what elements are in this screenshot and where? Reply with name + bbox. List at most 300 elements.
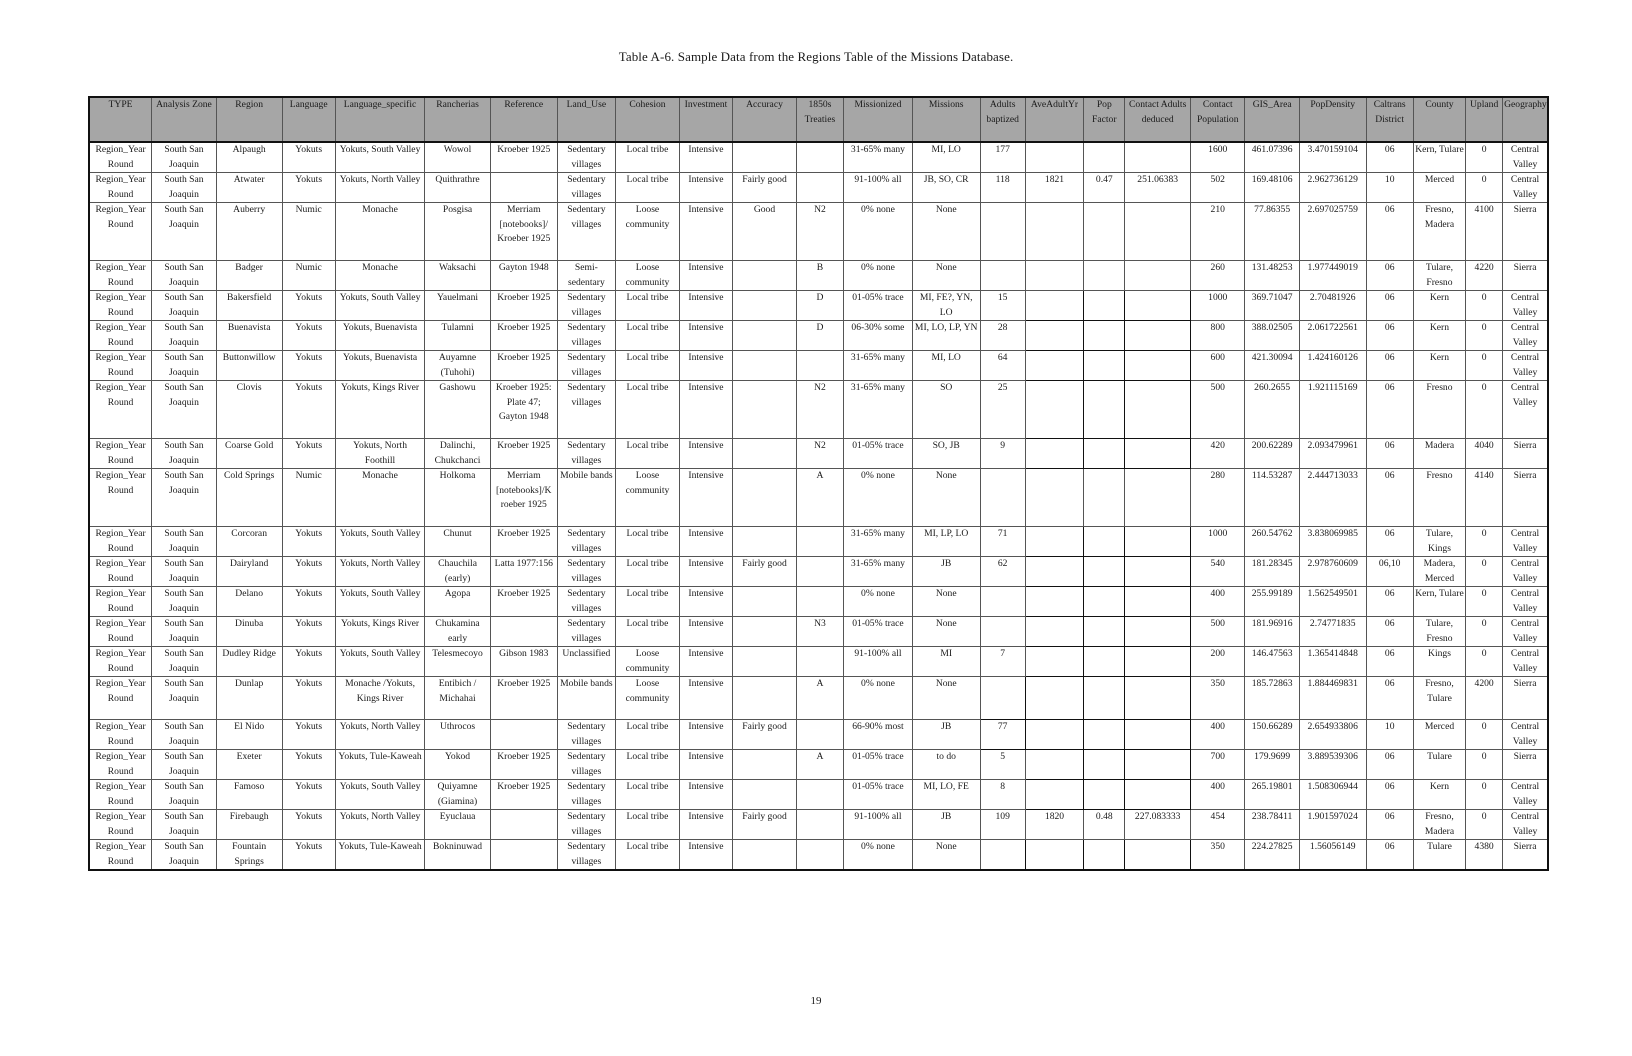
table-cell: 2.061722561 — [1299, 321, 1366, 351]
table-cell: A — [796, 469, 843, 527]
column-header: Language_specific — [335, 97, 424, 142]
table-cell: 0 — [1466, 750, 1503, 780]
table-cell: 10 — [1366, 720, 1413, 750]
table-cell: Yokuts — [282, 587, 335, 617]
column-header: Accuracy — [733, 97, 797, 142]
table-cell: 260.2655 — [1245, 381, 1299, 439]
table-cell: 800 — [1191, 321, 1245, 351]
table-cell: South San Joaquin — [152, 720, 217, 750]
table-cell: 2.654933806 — [1299, 720, 1366, 750]
table-cell — [1125, 469, 1191, 527]
table-cell: Loose community — [616, 261, 680, 291]
table-cell: South San Joaquin — [152, 261, 217, 291]
table-cell — [733, 780, 797, 810]
table-cell: 0% none — [844, 587, 913, 617]
table-cell: Sierra — [1503, 203, 1548, 261]
table-cell: Local tribe — [616, 381, 680, 439]
table-cell: Sedentary villages — [557, 617, 616, 647]
table-cell: Yokuts — [282, 351, 335, 381]
table-cell: Central Valley — [1503, 780, 1548, 810]
table-cell: MI, LO — [912, 142, 980, 173]
table-cell: Region_Year Round — [89, 677, 152, 720]
table-cell — [1125, 780, 1191, 810]
table-cell — [1025, 321, 1084, 351]
table-cell: South San Joaquin — [152, 677, 217, 720]
table-cell: Madera — [1413, 439, 1465, 469]
table-cell: Madera, Merced — [1413, 557, 1465, 587]
table-cell: Entibich / Michahai — [425, 677, 491, 720]
table-cell: Intensive — [679, 351, 732, 381]
table-cell: 06 — [1366, 527, 1413, 557]
table-cell — [1025, 677, 1084, 720]
table-cell: D — [796, 321, 843, 351]
table-cell: None — [912, 203, 980, 261]
table-cell: Loose community — [616, 677, 680, 720]
table-cell: Sedentary villages — [557, 720, 616, 750]
table-cell: 185.72863 — [1245, 677, 1299, 720]
table-cell: Yokuts — [282, 647, 335, 677]
table-cell — [980, 469, 1025, 527]
table-cell: 421.30094 — [1245, 351, 1299, 381]
table-cell: South San Joaquin — [152, 469, 217, 527]
table-cell: Yokuts, South Valley — [335, 142, 424, 173]
table-cell: 420 — [1191, 439, 1245, 469]
table-cell: Central Valley — [1503, 321, 1548, 351]
table-cell — [980, 617, 1025, 647]
table-cell: Yokod — [425, 750, 491, 780]
table-cell — [1084, 321, 1125, 351]
table-row — [89, 321, 1548, 351]
table-cell — [490, 617, 557, 647]
table-cell: Gayton 1948 — [490, 261, 557, 291]
table-cell: 255.99189 — [1245, 587, 1299, 617]
column-header: Reference — [490, 97, 557, 142]
table-cell: 181.28345 — [1245, 557, 1299, 587]
table-cell: El Nido — [216, 720, 282, 750]
column-header: Pop Factor — [1084, 97, 1125, 142]
table-cell: 31-65% many — [844, 142, 913, 173]
table-cell: 1.56056149 — [1299, 840, 1366, 871]
table-cell: South San Joaquin — [152, 557, 217, 587]
table-cell: Wowol — [425, 142, 491, 173]
table-cell: Tulare — [1413, 750, 1465, 780]
table-cell: SO, JB — [912, 439, 980, 469]
table-cell — [1125, 203, 1191, 261]
table-cell: 4380 — [1466, 840, 1503, 871]
table-caption: Table A-6. Sample Data from the Regions Table of the Missions Database. — [618, 49, 1014, 64]
table-cell — [1125, 840, 1191, 871]
table-cell: Kroeber 1925 — [490, 439, 557, 469]
table-cell: Sedentary villages — [557, 810, 616, 840]
table-cell — [1084, 439, 1125, 469]
table-cell: 177 — [980, 142, 1025, 173]
table-cell: 28 — [980, 321, 1025, 351]
table-cell: South San Joaquin — [152, 381, 217, 439]
table-cell: Fresno, Tulare — [1413, 677, 1465, 720]
table-cell: Yauelmani — [425, 291, 491, 321]
table-cell — [1025, 557, 1084, 587]
table-cell: 0 — [1466, 321, 1503, 351]
table-cell: Monache /Yokuts, Kings River — [335, 677, 424, 720]
table-cell: Local tribe — [616, 321, 680, 351]
table-cell: 400 — [1191, 587, 1245, 617]
table-cell: 0 — [1466, 810, 1503, 840]
table-cell: Quithrathre — [425, 173, 491, 203]
table-row — [89, 840, 1548, 871]
table-cell: Kroeber 1925: Plate 47; Gayton 1948 — [490, 381, 557, 439]
table-cell: 0% none — [844, 469, 913, 527]
table-cell: Local tribe — [616, 291, 680, 321]
table-cell: Delano — [216, 587, 282, 617]
table-cell: Cold Springs — [216, 469, 282, 527]
table-cell: Chauchila (early) — [425, 557, 491, 587]
table-row — [89, 381, 1548, 439]
table-cell: N2 — [796, 203, 843, 261]
table-cell: Yokuts — [282, 321, 335, 351]
table-cell: South San Joaquin — [152, 321, 217, 351]
table-cell — [733, 840, 797, 871]
table-cell — [1025, 142, 1084, 173]
table-cell — [1084, 647, 1125, 677]
table-cell: 01-05% trace — [844, 780, 913, 810]
table-cell: Local tribe — [616, 750, 680, 780]
table-cell: Intensive — [679, 527, 732, 557]
table-cell: B — [796, 261, 843, 291]
table-cell — [796, 351, 843, 381]
table-cell — [733, 142, 797, 173]
table-cell: 400 — [1191, 720, 1245, 750]
table-cell: Numic — [282, 469, 335, 527]
table-cell: Central Valley — [1503, 557, 1548, 587]
table-cell — [1125, 142, 1191, 173]
table-cell: 2.444713033 — [1299, 469, 1366, 527]
table-cell: Sedentary villages — [557, 291, 616, 321]
table-cell: Yokuts — [282, 557, 335, 587]
table-cell: 224.27825 — [1245, 840, 1299, 871]
table-cell: Gashowu — [425, 381, 491, 439]
table-cell: Region_Year Round — [89, 840, 152, 871]
table-cell: Central Valley — [1503, 142, 1548, 173]
table-cell — [1084, 750, 1125, 780]
table-cell: Central Valley — [1503, 381, 1548, 439]
table-cell: Region_Year Round — [89, 647, 152, 677]
table-cell: None — [912, 677, 980, 720]
table-cell — [1084, 677, 1125, 720]
table-cell: Kroeber 1925 — [490, 321, 557, 351]
table-cell: 210 — [1191, 203, 1245, 261]
table-cell: Intensive — [679, 810, 732, 840]
table-cell: 0 — [1466, 173, 1503, 203]
table-cell — [1125, 617, 1191, 647]
table-cell: 06-30% some — [844, 321, 913, 351]
table-cell: 1.977449019 — [1299, 261, 1366, 291]
table-cell — [796, 173, 843, 203]
table-cell — [796, 810, 843, 840]
table-row — [89, 750, 1548, 780]
table-cell: Central Valley — [1503, 587, 1548, 617]
table-cell: 06 — [1366, 587, 1413, 617]
table-cell: Fresno — [1413, 381, 1465, 439]
table-cell — [796, 587, 843, 617]
table-cell: Intensive — [679, 617, 732, 647]
table-cell — [796, 840, 843, 871]
table-cell: 114.53287 — [1245, 469, 1299, 527]
table-cell: Sierra — [1503, 439, 1548, 469]
column-header: Investment — [679, 97, 732, 142]
table-cell: None — [912, 840, 980, 871]
table-cell: 118 — [980, 173, 1025, 203]
table-cell: Kern — [1413, 291, 1465, 321]
table-cell: Dalinchi, Chukchanci — [425, 439, 491, 469]
table-cell: Intensive — [679, 203, 732, 261]
table-cell: Yokuts — [282, 173, 335, 203]
table-cell: 600 — [1191, 351, 1245, 381]
table-cell — [733, 677, 797, 720]
table-cell — [1025, 381, 1084, 439]
table-cell: South San Joaquin — [152, 351, 217, 381]
table-row — [89, 469, 1548, 527]
table-cell — [1125, 677, 1191, 720]
table-cell: Yokuts — [282, 780, 335, 810]
table-cell: Yokuts, South Valley — [335, 647, 424, 677]
table-cell: 1.365414848 — [1299, 647, 1366, 677]
table-cell: 227.083333 — [1125, 810, 1191, 840]
table-cell — [1025, 527, 1084, 557]
table-cell: 06 — [1366, 780, 1413, 810]
table-cell: Region_Year Round — [89, 291, 152, 321]
table-cell: 540 — [1191, 557, 1245, 587]
table-cell: South San Joaquin — [152, 617, 217, 647]
table-cell: N3 — [796, 617, 843, 647]
table-cell — [980, 203, 1025, 261]
table-cell: 388.02505 — [1245, 321, 1299, 351]
table-cell: Region_Year Round — [89, 780, 152, 810]
table-cell: 64 — [980, 351, 1025, 381]
table-cell: 31-65% many — [844, 381, 913, 439]
table-cell: Unclassified — [557, 647, 616, 677]
table-cell: 2.962736129 — [1299, 173, 1366, 203]
table-cell: None — [912, 469, 980, 527]
table-cell — [733, 587, 797, 617]
table-cell: Yokuts — [282, 750, 335, 780]
table-cell — [1025, 617, 1084, 647]
table-cell: MI, LO, LP, YN — [912, 321, 980, 351]
table-cell: Yokuts — [282, 142, 335, 173]
table-cell: Local tribe — [616, 439, 680, 469]
table-cell: 06 — [1366, 261, 1413, 291]
table-cell: Kroeber 1925 — [490, 527, 557, 557]
column-header: Language — [282, 97, 335, 142]
table-cell: Sedentary villages — [557, 381, 616, 439]
table-cell — [490, 173, 557, 203]
table-cell — [980, 840, 1025, 871]
table-cell: Sedentary villages — [557, 439, 616, 469]
table-cell: 3.889539306 — [1299, 750, 1366, 780]
table-cell: Intensive — [679, 261, 732, 291]
table-cell: Loose community — [616, 647, 680, 677]
table-cell: Fresno, Madera — [1413, 203, 1465, 261]
table-row — [89, 617, 1548, 647]
table-cell: Yokuts — [282, 381, 335, 439]
table-cell: None — [912, 617, 980, 647]
table-cell: 260 — [1191, 261, 1245, 291]
table-cell: 0% none — [844, 840, 913, 871]
table-cell: 25 — [980, 381, 1025, 439]
table-cell: Local tribe — [616, 351, 680, 381]
table-cell: Local tribe — [616, 557, 680, 587]
table-cell: Fairly good — [733, 810, 797, 840]
table-cell: 0 — [1466, 557, 1503, 587]
table-cell — [1084, 142, 1125, 173]
table-cell: Region_Year Round — [89, 720, 152, 750]
table-cell: 91-100% all — [844, 173, 913, 203]
table-cell: Region_Year Round — [89, 261, 152, 291]
table-cell: Agopa — [425, 587, 491, 617]
table-cell: Bakersfield — [216, 291, 282, 321]
table-cell — [1084, 840, 1125, 871]
table-cell: Sedentary villages — [557, 750, 616, 780]
table-cell: South San Joaquin — [152, 203, 217, 261]
table-row — [89, 173, 1548, 203]
table-cell: 131.48253 — [1245, 261, 1299, 291]
table-cell: Yokuts, South Valley — [335, 780, 424, 810]
table-cell: Intensive — [679, 587, 732, 617]
table-cell: 01-05% trace — [844, 439, 913, 469]
column-header: Adults baptized — [980, 97, 1025, 142]
table-cell: Central Valley — [1503, 810, 1548, 840]
table-cell: Intensive — [679, 780, 732, 810]
table-cell: Intensive — [679, 750, 732, 780]
table-cell: Corcoran — [216, 527, 282, 557]
table-cell: 200.62289 — [1245, 439, 1299, 469]
table-cell: Sierra — [1503, 469, 1548, 527]
table-cell: 1000 — [1191, 291, 1245, 321]
table-cell: Loose community — [616, 203, 680, 261]
table-cell: Dairyland — [216, 557, 282, 587]
column-header: Missions — [912, 97, 980, 142]
table-cell: Tulare — [1413, 840, 1465, 871]
column-header: TYPE — [89, 97, 152, 142]
table-cell: Kern — [1413, 780, 1465, 810]
table-cell: 350 — [1191, 840, 1245, 871]
table-cell: 4220 — [1466, 261, 1503, 291]
table-cell: Central Valley — [1503, 351, 1548, 381]
table-cell: 2.74771835 — [1299, 617, 1366, 647]
table-cell: 0 — [1466, 291, 1503, 321]
table-cell: Sedentary villages — [557, 780, 616, 810]
table-cell: South San Joaquin — [152, 780, 217, 810]
table-cell — [1025, 780, 1084, 810]
table-cell: 150.66289 — [1245, 720, 1299, 750]
table-cell: 1.884469831 — [1299, 677, 1366, 720]
table-cell: Merced — [1413, 173, 1465, 203]
table-cell: D — [796, 291, 843, 321]
table-cell: Monache — [335, 261, 424, 291]
table-cell: 350 — [1191, 677, 1245, 720]
table-cell: Region_Year Round — [89, 617, 152, 647]
regions-table — [88, 96, 1549, 871]
table-cell: Intensive — [679, 720, 732, 750]
table-cell — [1125, 527, 1191, 557]
table-cell — [1025, 291, 1084, 321]
table-cell: 3.838069985 — [1299, 527, 1366, 557]
table-cell: 3.470159104 — [1299, 142, 1366, 173]
table-body — [89, 142, 1548, 870]
table-cell: Yokuts, Buenavista — [335, 351, 424, 381]
table-row — [89, 587, 1548, 617]
table-cell — [796, 720, 843, 750]
table-cell: Kroeber 1925 — [490, 750, 557, 780]
table-cell: Region_Year Round — [89, 351, 152, 381]
table-cell: 1.562549501 — [1299, 587, 1366, 617]
table-cell: 461.07396 — [1245, 142, 1299, 173]
table-cell: Tulamni — [425, 321, 491, 351]
table-cell: South San Joaquin — [152, 587, 217, 617]
table-row — [89, 720, 1548, 750]
table-cell: MI, LO — [912, 351, 980, 381]
table-cell: 77.86355 — [1245, 203, 1299, 261]
table-cell: 06 — [1366, 381, 1413, 439]
table-cell: Local tribe — [616, 617, 680, 647]
table-cell: SO — [912, 381, 980, 439]
table-cell: Intensive — [679, 291, 732, 321]
column-header: Region — [216, 97, 282, 142]
table-cell — [1084, 527, 1125, 557]
table-cell: Alpaugh — [216, 142, 282, 173]
column-header: Rancherias — [425, 97, 491, 142]
table-cell — [1025, 587, 1084, 617]
table-cell: 0 — [1466, 381, 1503, 439]
table-cell: Kern, Tulare — [1413, 142, 1465, 173]
table-cell: Local tribe — [616, 780, 680, 810]
table-cell — [1125, 750, 1191, 780]
column-header: Geography — [1503, 97, 1548, 142]
table-row — [89, 527, 1548, 557]
table-cell: Yokuts — [282, 617, 335, 647]
table-cell: A — [796, 677, 843, 720]
table-cell: Yokuts, North Foothill — [335, 439, 424, 469]
table-cell: Region_Year Round — [89, 469, 152, 527]
table-cell: Fountain Springs — [216, 840, 282, 871]
table-cell: Yokuts, North Valley — [335, 173, 424, 203]
table-cell: 91-100% all — [844, 810, 913, 840]
table-cell: Posgisa — [425, 203, 491, 261]
table-cell: 2.697025759 — [1299, 203, 1366, 261]
table-cell — [1125, 261, 1191, 291]
table-cell: 181.96916 — [1245, 617, 1299, 647]
table-cell: Yokuts — [282, 527, 335, 557]
table-cell — [733, 750, 797, 780]
table-cell: 369.71047 — [1245, 291, 1299, 321]
column-header: PopDensity — [1299, 97, 1366, 142]
table-cell: Yokuts, North Valley — [335, 720, 424, 750]
table-cell: Clovis — [216, 381, 282, 439]
table-row — [89, 780, 1548, 810]
table-cell — [733, 321, 797, 351]
table-row — [89, 810, 1548, 840]
table-cell — [796, 557, 843, 587]
table-cell: 280 — [1191, 469, 1245, 527]
table-cell: Region_Year Round — [89, 142, 152, 173]
table-cell: N2 — [796, 439, 843, 469]
table-cell: 2.70481926 — [1299, 291, 1366, 321]
table-cell: 0 — [1466, 720, 1503, 750]
table-cell: Merced — [1413, 720, 1465, 750]
table-cell: 06 — [1366, 291, 1413, 321]
table-cell: Sedentary villages — [557, 587, 616, 617]
column-header: Contact Adults deduced — [1125, 97, 1191, 142]
table-cell: 0 — [1466, 780, 1503, 810]
